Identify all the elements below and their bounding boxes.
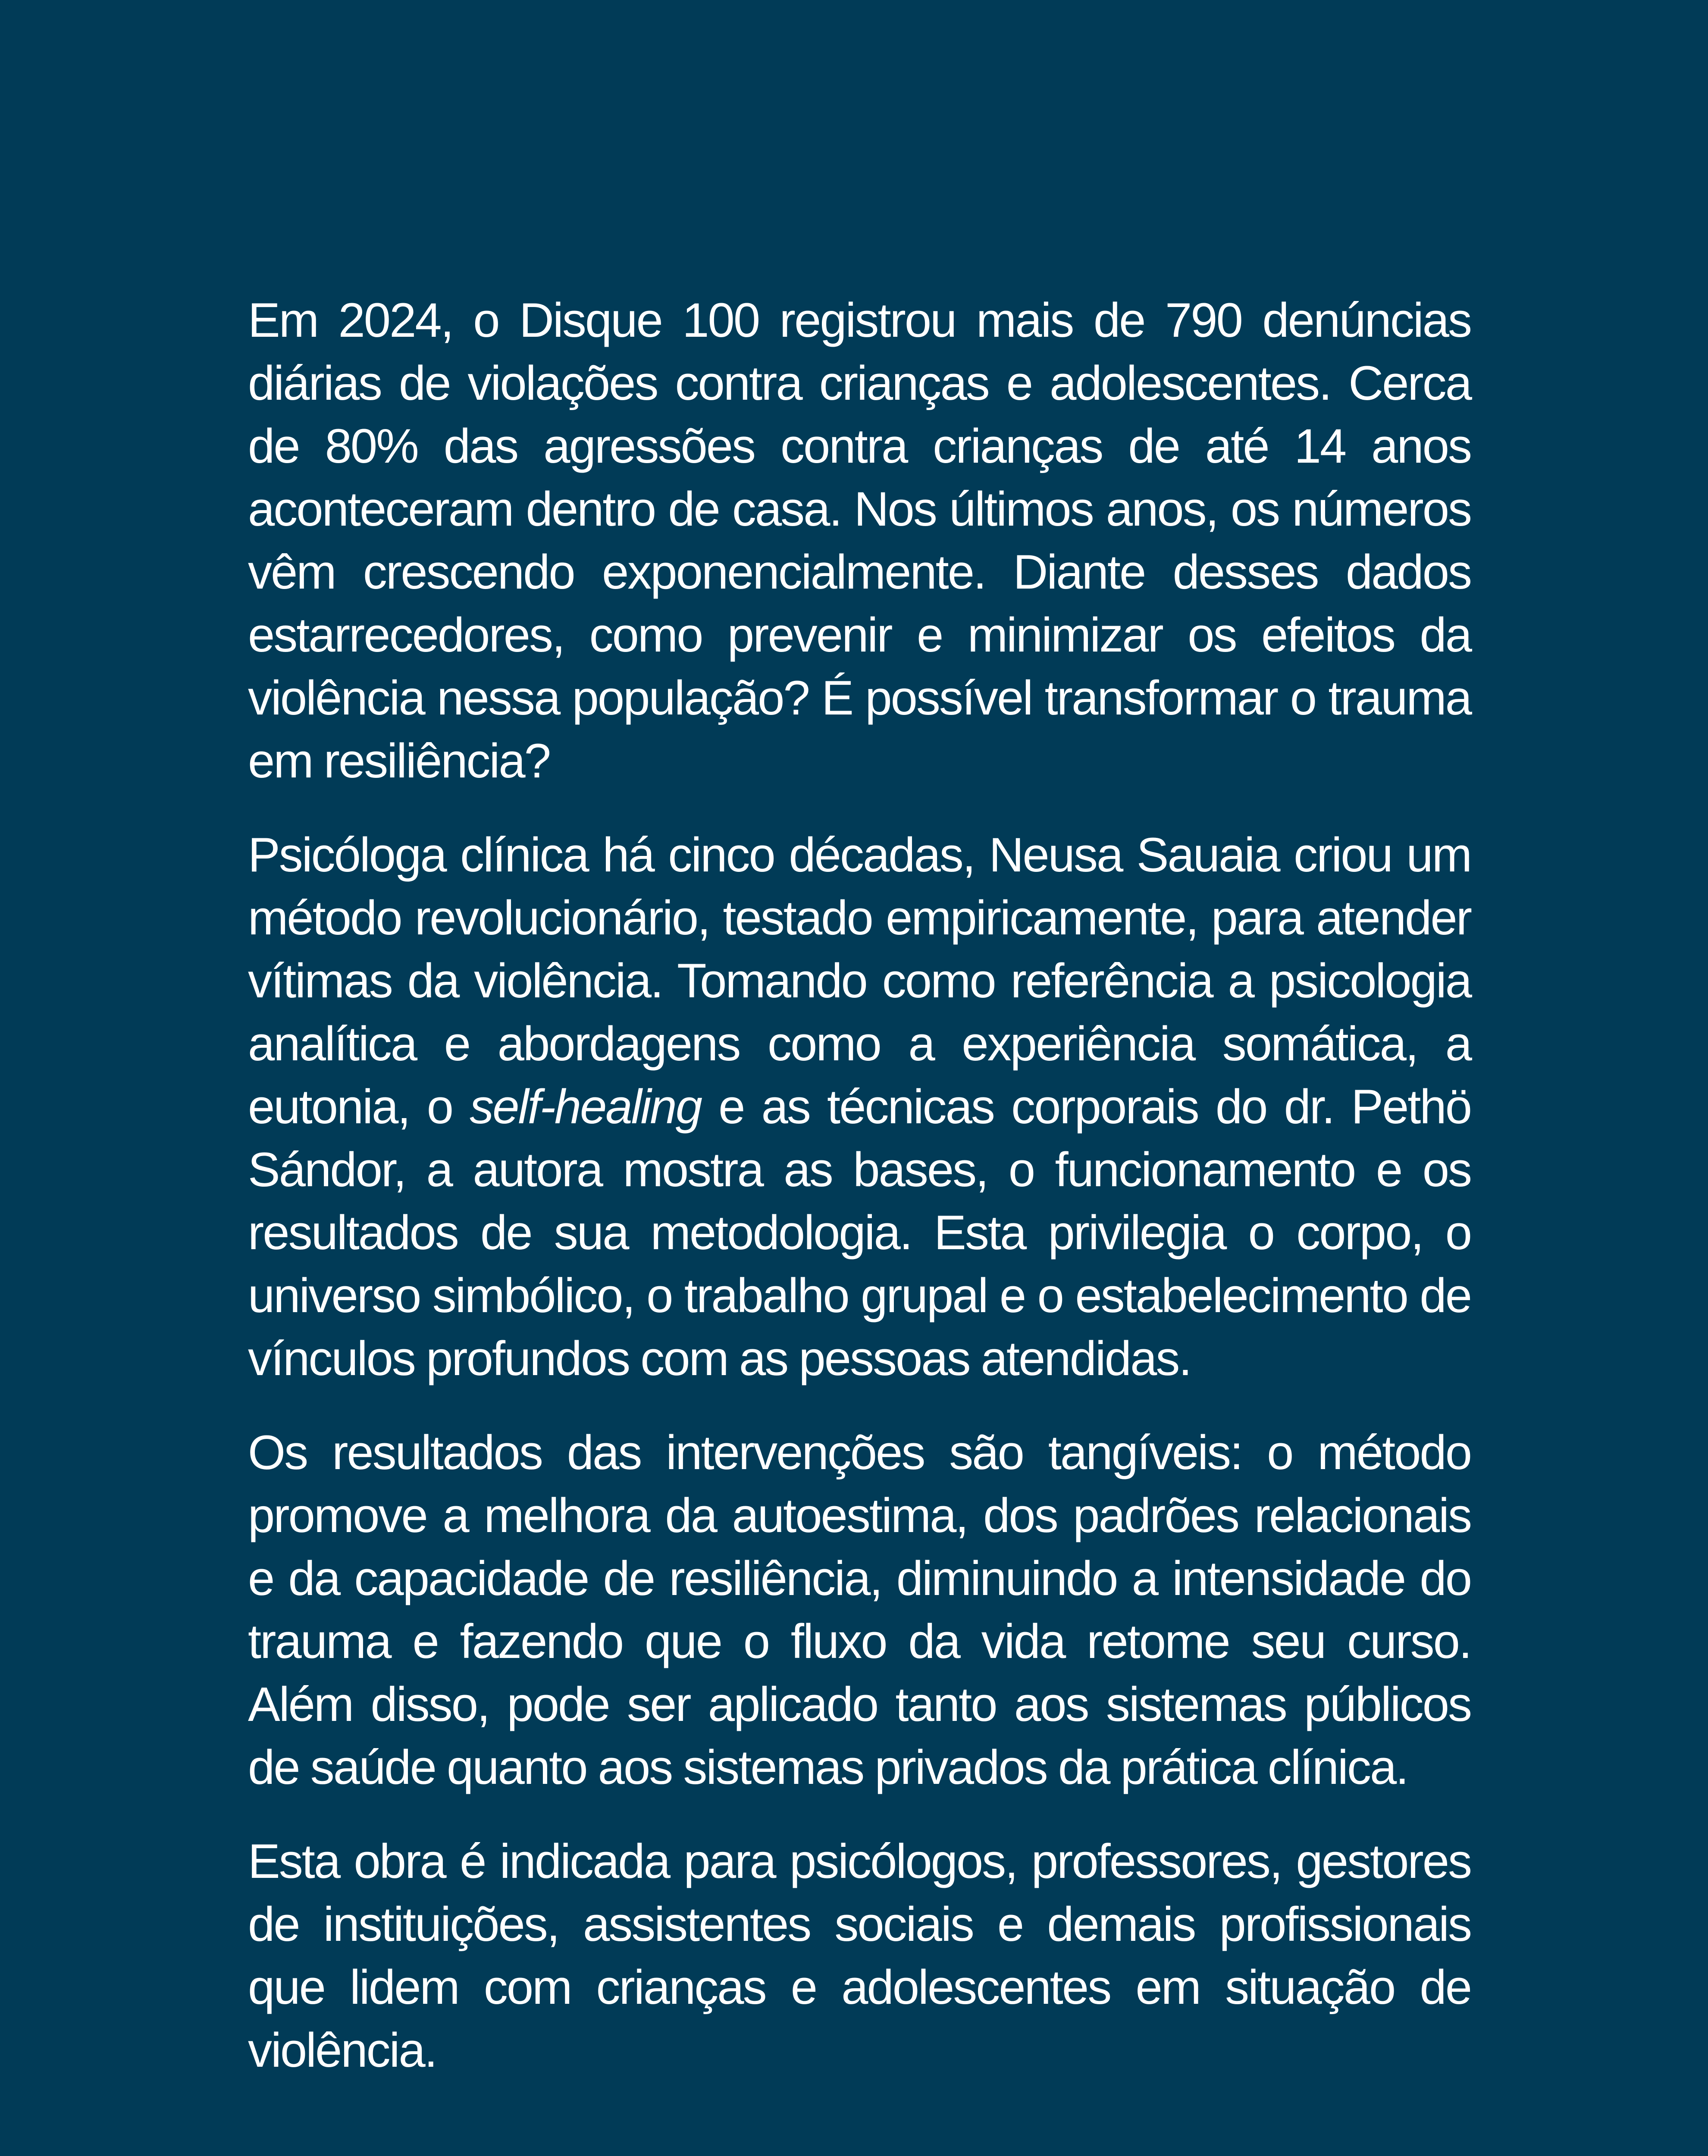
blurb-italic-term: self-healing [470,1080,701,1134]
blurb-text [248,289,1471,2113]
blurb-paragraph-2 [248,824,1471,1390]
blurb-paragraph-2-part-1: Psicóloga clínica há cinco décadas, Neusa Sauaia criou um método revolucionário, testado empiricamente, para atender vítimas da violência. Tomando como referência a psicologia analítica e abordagens como a experiência somática, a eutonia, o [248,828,1471,1134]
blurb-paragraph-1: Em 2024, o Disque 100 registrou mais de 790 denúncias diárias de violações contra crianças e adolescentes. Cerca de 80% das agressões contra crianças de até 14 anos aconteceram dentro de casa. Nos últimos anos, os números vêm crescendo exponencialmente. Diante desses dados estarrecedores, como prevenir e minimizar os efeitos da violência nessa população? É possível transformar o trauma em resiliência? [248,293,1471,788]
blurb-paragraph-3: Os resultados das intervenções são tangíveis: o método promove a melhora da autoestima, dos padrões relacionais e da capacidade de resiliência, diminuindo a intensidade do trauma e fazendo que o fluxo da vida retome seu curso. Além disso, pode ser aplicado tanto aos sistemas públicos de saúde quanto aos sistemas privados da prática clínica. [248,1426,1471,1794]
blurb-paragraph-2-part-2: e as técnicas corporais do dr. Pethö Sándor, a autora mostra as bases, o funcionamento e os resultados de sua metodologia. Esta privilegia o corpo, o universo simbólico, o trabalho grupal e o estabelecimento de vínculos profundos com as pessoas atendidas. [248,1080,1471,1385]
blurb-paragraph-4: Esta obra é indicada para psicólogos, professores, gestores de instituições, assistentes sociais e demais profissionais que lidem com crianças e adolescentes em situação de violência. [248,1834,1471,2077]
